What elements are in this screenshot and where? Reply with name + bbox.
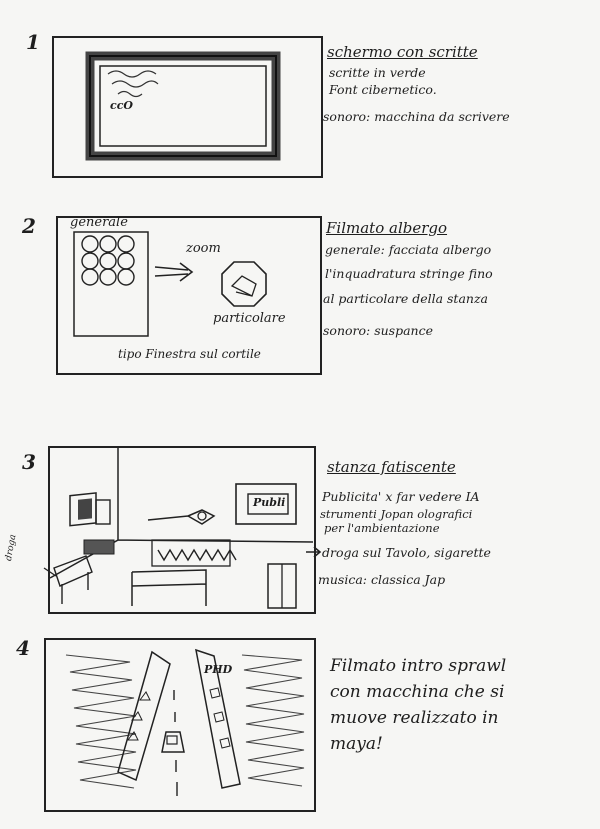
panel-4-line-2: con macchina che si — [330, 682, 505, 702]
panel-4-frame — [44, 638, 316, 812]
panel-1-frame — [52, 36, 323, 178]
panel-2-label-general: generale — [70, 215, 128, 230]
panel-2-line-1: generale: facciata albergo — [325, 242, 492, 257]
panel-1-title: schermo con scritte — [327, 43, 478, 61]
panel-1-screen-text: ccO — [110, 99, 133, 112]
panel-3-number: 3 — [22, 450, 36, 474]
panel-1-number: 1 — [26, 30, 40, 54]
panel-1-line-2: Font cibernetico. — [329, 82, 437, 97]
panel-3-line-5: musica: classica Jap — [318, 572, 446, 587]
panel-2-line-4: sonoro: suspance — [323, 323, 433, 338]
panel-2-title: Filmato albergo — [326, 219, 448, 237]
panel-3-title: stanza fatiscente — [327, 458, 456, 476]
panel-2-number: 2 — [22, 214, 36, 238]
panel-2-label-detail: particolare — [213, 311, 286, 326]
panel-2-line-2: l'inquadratura stringe fino — [325, 266, 493, 281]
panel-4-line-3: muove realizzato in — [330, 708, 499, 728]
panel-3-line-4: droga sul Tavolo, sigarette — [322, 545, 491, 560]
panel-2-caption: tipo Finestra sul cortile — [118, 347, 261, 361]
panel-4-line-1: Filmato intro sprawl — [330, 656, 507, 676]
panel-3-line-3: per l'ambientazione — [324, 521, 440, 535]
panel-4-sign: PHD — [204, 663, 233, 676]
panel-3-frame — [48, 446, 316, 614]
panel-1-line-3: sonoro: macchina da scrivere — [323, 109, 510, 124]
panel-3-poster-text: Publi — [253, 496, 286, 509]
panel-4-number: 4 — [16, 636, 30, 660]
panel-2-label-zoom: zoom — [186, 241, 221, 256]
panel-2-line-3: al particolare della stanza — [323, 291, 488, 306]
panel-3-line-2: strumenti Jopan olografici — [320, 507, 473, 521]
panel-3-line-1: Publicita' x far vedere IA — [322, 489, 480, 504]
panel-1-line-1: scritte in verde — [329, 65, 426, 80]
panel-3-side-label: droga — [4, 533, 19, 562]
panel-4-line-4: maya! — [330, 734, 383, 754]
